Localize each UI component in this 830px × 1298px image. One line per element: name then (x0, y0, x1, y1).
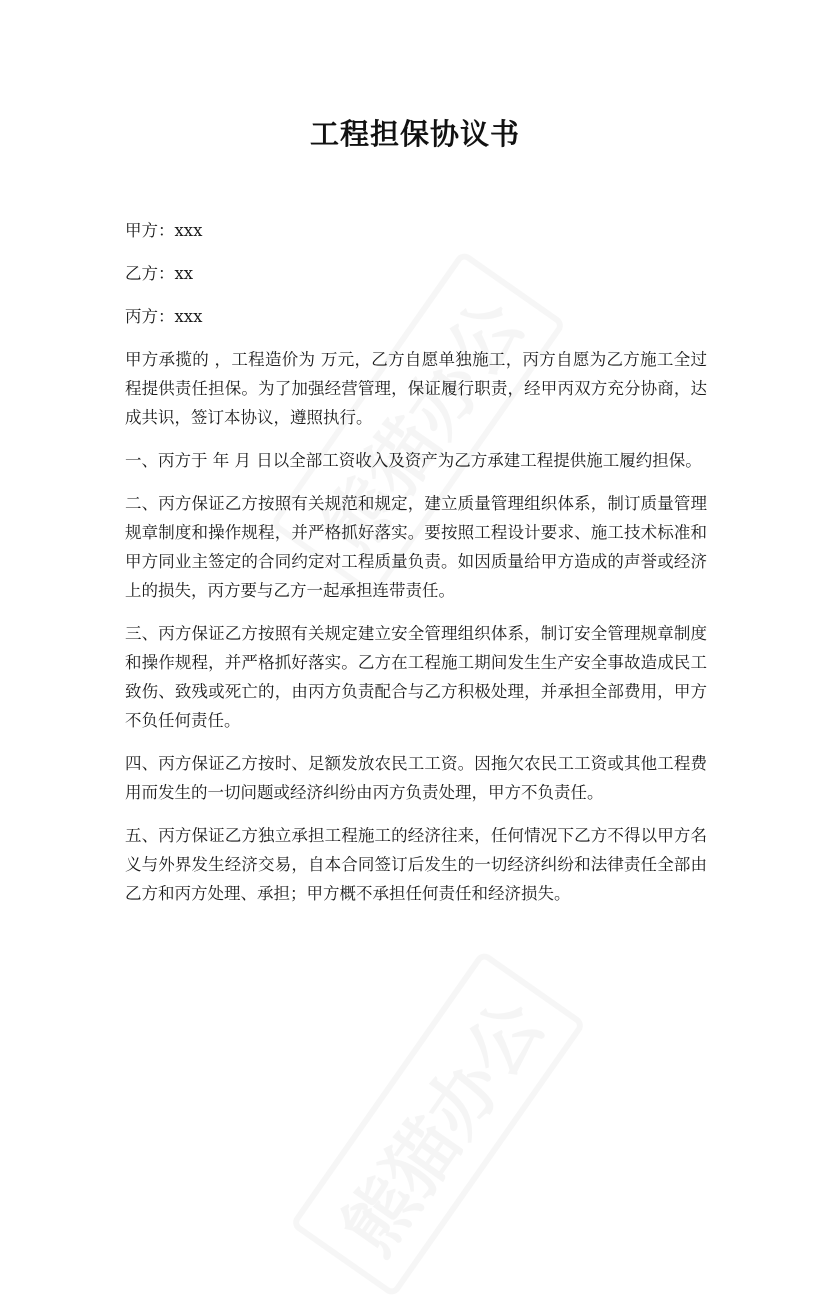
party-c-line: 丙方：xxx (125, 307, 203, 326)
clause-4-paragraph: 四、丙方保证乙方按时、足额发放农民工工资。因拖欠农民工工资或其他工程费用而发生的一切问题或经济纠纷由丙方负责处理，甲方不负责任。 (125, 754, 707, 802)
clause-2-paragraph: 二、丙方保证乙方按照有关规范和规定，建立质量管理组织体系，制订质量管理规章制度和操作规程，并严格抓好落实。要按照工程设计要求、施工技术标准和甲方同业主签定的合同约定对工程质量负责。如因质量给甲方造成的声誉或经济上的损失，丙方要与乙方一起承担连带责任。 (125, 494, 707, 600)
clause-1-paragraph: 一、丙方于 年 月 日以全部工资收入及资产为乙方承建工程提供施工履约担保。 (125, 451, 702, 470)
document-body (125, 216, 707, 922)
clause-5-paragraph: 五、丙方保证乙方独立承担工程施工的经济往来，任何情况下乙方不得以甲方名义与外界发生经济交易，自本合同签订后发生的一切经济纠纷和法律责任全部由乙方和丙方处理、承担；甲方概不承担任何责任和经济损失。 (125, 826, 707, 903)
party-a-line: 甲方：xxx (125, 221, 203, 240)
watermark (289, 950, 587, 1298)
preamble-paragraph: 甲方承揽的 ，工程造价为 万元，乙方自愿单独施工，丙方自愿为乙方施工全过程提供责任担保。为了加强经营管理，保证履行职责，经甲丙双方充分协商，达成共识，签订本协议，遵照执行。 (125, 350, 707, 427)
clause-3-paragraph: 三、丙方保证乙方按照有关规定建立安全管理组织体系，制订安全管理规章制度和操作规程，并严格抓好落实。乙方在工程施工期间发生生产安全事故造成民工致伤、致残或死亡的，由丙方负责配合与乙方积极处理，并承担全部费用，甲方不负任何责任。 (125, 624, 707, 730)
party-b-line: 乙方：xx (125, 264, 194, 283)
document-title: 工程担保协议书 (309, 117, 520, 151)
